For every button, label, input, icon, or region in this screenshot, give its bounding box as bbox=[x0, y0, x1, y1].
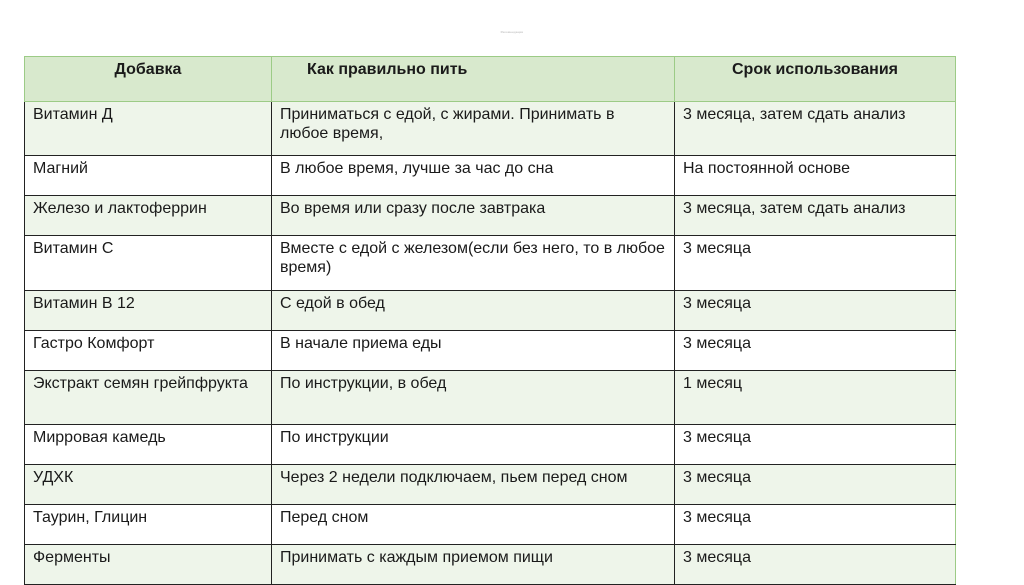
how-cell: Через 2 недели подключаем, пьем перед сном bbox=[272, 465, 675, 505]
table-header-row bbox=[25, 57, 956, 102]
duration-cell: На постоянной основе bbox=[675, 156, 956, 196]
table-row bbox=[25, 156, 956, 196]
how-cell: Вместе с едой с железом(если без него, то в любое время) bbox=[272, 236, 675, 291]
supplements-table bbox=[24, 56, 956, 585]
duration-cell: 3 месяца bbox=[675, 331, 956, 371]
header-supplement: Добавка bbox=[25, 57, 272, 102]
supplement-cell: Витамин В 12 bbox=[25, 291, 272, 331]
duration-cell: 3 месяца, затем сдать анализ bbox=[675, 196, 956, 236]
supplement-cell: Магний bbox=[25, 156, 272, 196]
duration-cell: 3 месяца bbox=[675, 465, 956, 505]
how-cell: По инструкции, в обед bbox=[272, 371, 675, 425]
header-how-to-take: Как правильно пить bbox=[272, 57, 675, 102]
duration-cell: 3 месяца bbox=[675, 236, 956, 291]
duration-cell: 3 месяца, затем сдать анализ bbox=[675, 102, 956, 156]
table-row bbox=[25, 331, 956, 371]
table-row bbox=[25, 102, 956, 156]
how-cell: Приниматься с едой, с жирами. Принимать в любое время, bbox=[272, 102, 675, 156]
table-row bbox=[25, 465, 956, 505]
how-cell: С едой в обед bbox=[272, 291, 675, 331]
supplement-cell: Мирровая камедь bbox=[25, 425, 272, 465]
duration-cell: 1 месяц bbox=[675, 371, 956, 425]
table-row bbox=[25, 425, 956, 465]
supplement-cell: Витамин Д bbox=[25, 102, 272, 156]
supplement-cell: УДХК bbox=[25, 465, 272, 505]
table-row bbox=[25, 236, 956, 291]
how-cell: Принимать с каждым приемом пищи bbox=[272, 545, 675, 585]
table-row bbox=[25, 291, 956, 331]
duration-cell: 3 месяца bbox=[675, 425, 956, 465]
header-duration: Срок использования bbox=[675, 57, 956, 102]
table-row bbox=[25, 196, 956, 236]
table-row bbox=[25, 505, 956, 545]
how-cell: По инструкции bbox=[272, 425, 675, 465]
duration-cell: 3 месяца bbox=[675, 291, 956, 331]
how-cell: Перед сном bbox=[272, 505, 675, 545]
slide-title: Рекомендации bbox=[500, 30, 524, 34]
how-cell: В начале приема еды bbox=[272, 331, 675, 371]
supplement-cell: Экстракт семян грейпфрукта bbox=[25, 371, 272, 425]
supplement-cell: Железо и лактоферрин bbox=[25, 196, 272, 236]
supplement-cell: Ферменты bbox=[25, 545, 272, 585]
duration-cell: 3 месяца bbox=[675, 505, 956, 545]
table-row bbox=[25, 545, 956, 585]
table-row bbox=[25, 371, 956, 425]
supplement-cell: Витамин С bbox=[25, 236, 272, 291]
how-cell: Во время или сразу после завтрака bbox=[272, 196, 675, 236]
how-cell: В любое время, лучше за час до сна bbox=[272, 156, 675, 196]
supplement-cell: Таурин, Глицин bbox=[25, 505, 272, 545]
duration-cell: 3 месяца bbox=[675, 545, 956, 585]
supplement-cell: Гастро Комфорт bbox=[25, 331, 272, 371]
